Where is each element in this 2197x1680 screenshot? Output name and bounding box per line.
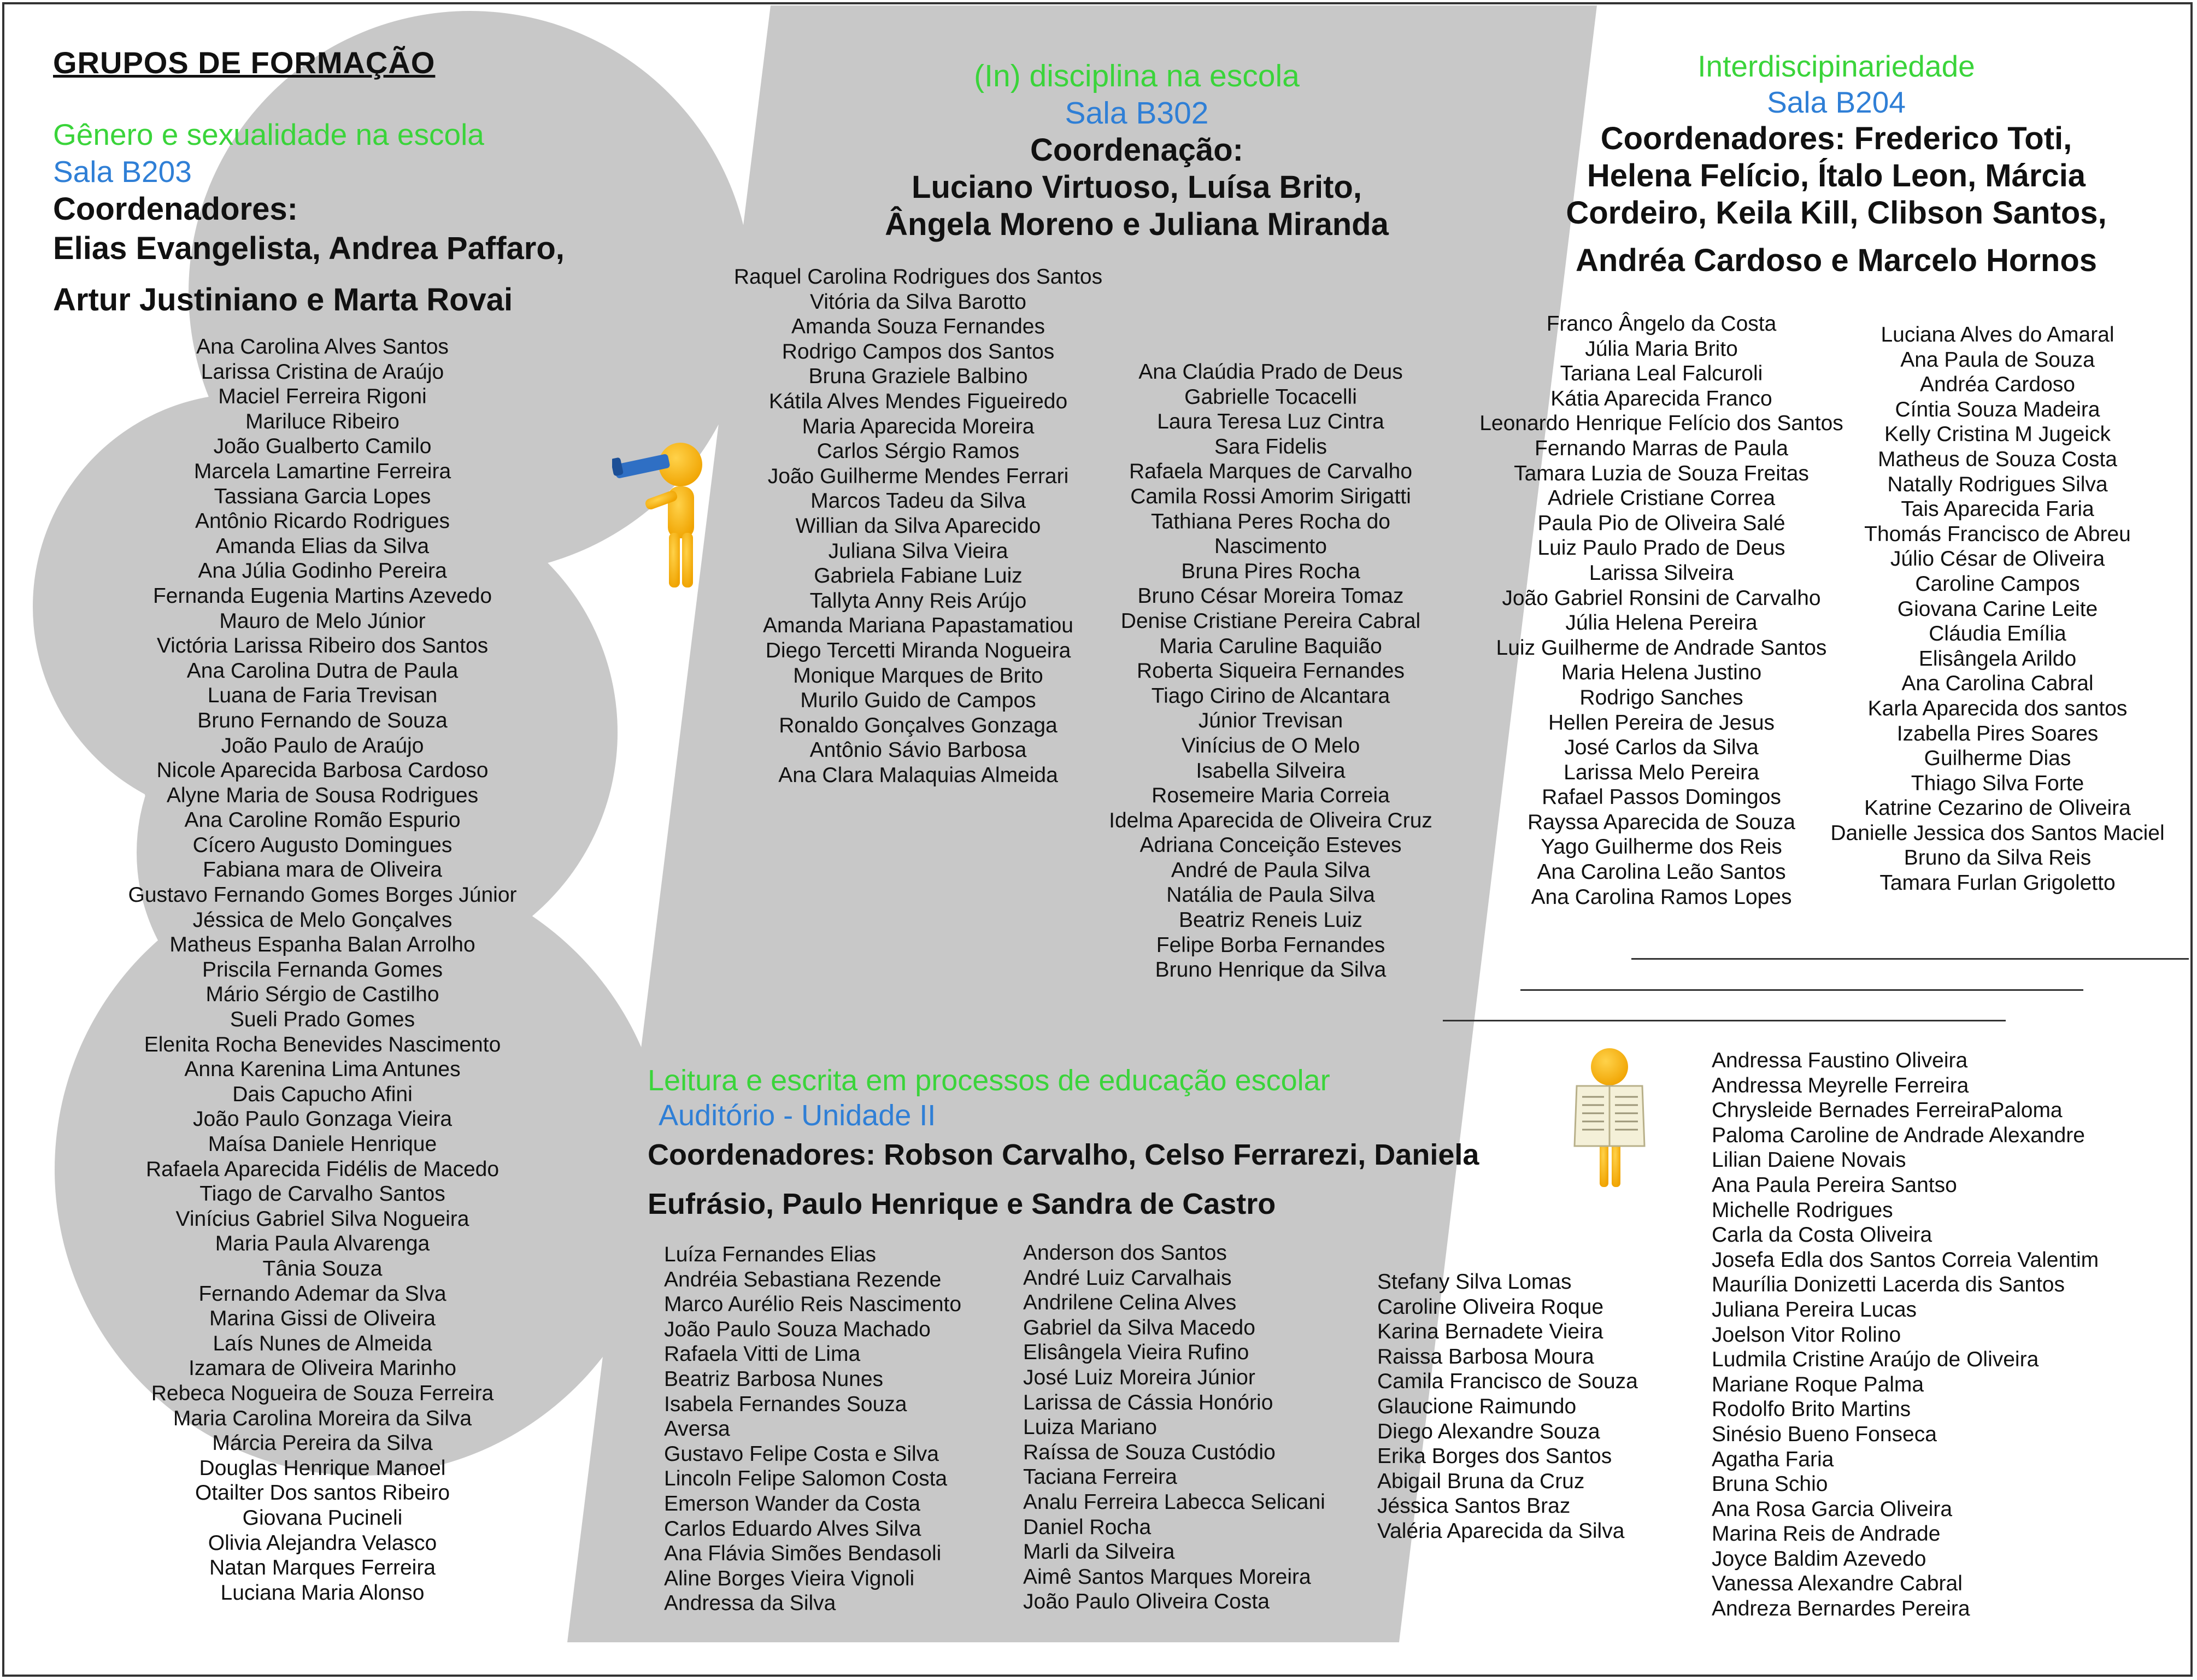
member-name: Marco Aurélio Reis Nascimento: [664, 1293, 962, 1317]
member-name: Lilian Daiene Novais: [1712, 1148, 1906, 1172]
member-name: Tais Aparecida Faria: [1901, 497, 2094, 521]
member-name: Rafaela Aparecida Fidélis de Macedo: [145, 1157, 500, 1181]
member-name: Bruno Henrique da Silva: [1155, 958, 1387, 982]
member-name: Joyce Baldim Azevedo: [1712, 1547, 1926, 1571]
member-name: Ana Rosa Garcia Oliveira: [1712, 1497, 1953, 1521]
member-name: Caroline Oliveira Roque: [1377, 1295, 1604, 1319]
members-list-interdisciplinaridade-col1: [1443, 312, 1880, 909]
member-name: Vanessa Alexandre Cabral: [1712, 1572, 1963, 1596]
member-name: Cícero Augusto Domingues: [192, 833, 453, 857]
group-room: Sala B203: [53, 155, 192, 189]
member-name: Maria Helena Justino: [1561, 661, 1762, 685]
member-name: Izabella Pires Soares: [1896, 721, 2099, 745]
member-name: Andréa Cardoso: [1919, 373, 2075, 397]
member-name: Luciana Maria Alonso: [220, 1581, 425, 1605]
member-name: Rafaela Marques de Carvalho: [1129, 460, 1413, 484]
member-name: Murilo Guido de Campos: [800, 689, 1036, 713]
member-name: Tamara Luzia de Souza Freitas: [1514, 461, 1809, 485]
member-name: Laura Teresa Luz Cintra: [1157, 410, 1384, 434]
member-name: Mauro de Melo Júnior: [219, 609, 426, 633]
member-name: Taciana Ferreira: [1023, 1465, 1177, 1489]
member-name: Alyne Maria de Sousa Rodrigues: [166, 783, 479, 807]
figure-with-spyglass-icon: [612, 437, 721, 596]
member-name: Isabella Silveira: [1196, 759, 1346, 783]
member-name: Thomás Francisco de Abreu: [1864, 522, 2131, 546]
member-name: Rebeca Nogueira de Souza Ferreira: [151, 1381, 494, 1405]
member-name: Jéssica Santos Braz: [1377, 1494, 1571, 1518]
member-name: João Gabriel Ronsini de Carvalho: [1502, 586, 1821, 610]
member-name: Nascimento: [1214, 534, 1327, 559]
member-name: Josefa Edla dos Santos Correia Valentim: [1712, 1248, 2099, 1272]
member-name: Carlos Sérgio Ramos: [816, 439, 1020, 463]
member-name: Priscila Fernanda Gomes: [202, 958, 443, 982]
member-name: Elisângela Arildo: [1918, 647, 2077, 671]
coordinators-line: Artur Justiniano e Marta Rovai: [53, 282, 513, 318]
member-name: Ana Carolina Ramos Lopes: [1531, 885, 1792, 909]
member-name: Erika Borges dos Santos: [1377, 1444, 1612, 1468]
member-name: Ana Caroline Romão Espurio: [184, 808, 461, 832]
coordinators-line: Luciano Virtuoso, Luísa Brito,: [912, 169, 1362, 205]
member-name: Emerson Wander da Costa: [664, 1491, 920, 1515]
member-name: Izamara de Oliveira Marinho: [189, 1356, 456, 1381]
member-name: Gustavo Fernando Gomes Borges Júnior: [128, 883, 517, 907]
members-list-leitura-col4: [1712, 1048, 2182, 1622]
member-name: Glaucione Raimundo: [1377, 1394, 1577, 1418]
member-name: Tathiana Peres Rocha do: [1151, 509, 1390, 533]
members-list-leitura-col2: [1023, 1241, 1373, 1614]
member-name: Sara Fidelis: [1214, 434, 1327, 459]
member-name: Júlia Maria Brito: [1585, 337, 1738, 361]
member-name: Thiago Silva Forte: [1911, 771, 2084, 795]
member-name: Jéssica de Melo Gonçalves: [192, 908, 453, 932]
member-name: Elenita Rocha Benevides Nascimento: [144, 1032, 501, 1056]
member-name: Maciel Ferreira Rigoni: [218, 385, 427, 409]
member-name: Ana Paula de Souza: [1900, 348, 2095, 372]
member-name: Rosemeire Maria Correia: [1152, 784, 1390, 808]
coordinators-line: Cordeiro, Keila Kill, Clibson Santos,: [1566, 195, 2107, 231]
member-name: Ana Flávia Simões Bendasoli: [664, 1542, 942, 1566]
member-name: Rafael Passos Domingos: [1542, 785, 1781, 809]
member-name: Mário Sérgio de Castilho: [205, 983, 439, 1007]
group-genero: [53, 116, 682, 326]
group-name: (In) disciplina na escola: [974, 58, 1300, 93]
member-name: Monique Marques de Brito: [793, 663, 1043, 688]
member-name: Andressa Meyrelle Ferreira: [1712, 1073, 1969, 1097]
member-name: Amanda Elias da Silva: [215, 534, 430, 558]
member-name: Ana Claúdia Prado de Deus: [1138, 360, 1403, 384]
member-name: Rafaela Vitti de Lima: [664, 1342, 861, 1366]
member-name: Bruno Fernando de Souza: [197, 708, 448, 732]
coordinators-line: Andréa Cardoso e Marcelo Hornos: [1576, 243, 2097, 278]
group-room: Sala B302: [1065, 96, 1209, 131]
coordinators-line: Ângela Moreno e Juliana Miranda: [885, 207, 1389, 242]
member-name: Raíssa de Souza Custódio: [1023, 1440, 1276, 1464]
member-name: Beatriz Reneis Luiz: [1179, 908, 1362, 932]
member-name: Marina Gissi de Oliveira: [209, 1307, 436, 1331]
member-name: Guilherme Dias: [1924, 747, 2071, 771]
member-name: Denise Cristiane Pereira Cabral: [1120, 609, 1421, 633]
figure-reading-newspaper-icon: [1571, 1045, 1648, 1193]
member-name: Rayssa Aparecida de Souza: [1528, 810, 1795, 834]
member-name: André Luiz Carvalhais: [1023, 1266, 1232, 1290]
member-name: Juliana Pereira Lucas: [1712, 1297, 1917, 1321]
member-name: Gustavo Felipe Costa e Silva: [664, 1442, 939, 1466]
member-name: Andressa Faustino Oliveira: [1712, 1049, 1968, 1072]
member-name: Antônio Sávio Barbosa: [809, 738, 1027, 762]
member-name: Paula Pio de Oliveira Salé: [1537, 511, 1785, 535]
member-name: Natália de Paula Silva: [1166, 883, 1375, 907]
member-name: Marina Reis de Andrade: [1712, 1522, 1941, 1546]
coordinators-line: Helena Felício, Ítalo Leon, Márcia: [1587, 158, 2086, 193]
member-name: Fabiana mara de Oliveira: [203, 858, 442, 882]
member-name: Raquel Carolina Rodrigues dos Santos: [733, 265, 1103, 289]
coordinators-line: Coordenadores: Frederico Toti,: [1600, 121, 2072, 156]
member-name: João Paulo Oliveira Costa: [1023, 1590, 1270, 1614]
member-name: Bruna Pires Rocha: [1181, 559, 1360, 583]
member-name: Raissa Barbosa Moura: [1377, 1344, 1594, 1368]
coordinators-line: Elias Evangelista, Andrea Paffaro,: [53, 231, 565, 266]
member-name: Hellen Pereira de Jesus: [1548, 710, 1775, 735]
member-name: Tassiana Garcia Lopes: [214, 484, 431, 508]
member-name: Diego Tercetti Miranda Nogueira: [765, 638, 1071, 662]
member-name: Sinésio Bueno Fonseca: [1712, 1422, 1937, 1446]
member-name: Sueli Prado Gomes: [230, 1008, 415, 1032]
member-name: Aversa: [664, 1417, 730, 1441]
member-name: Kelly Cristina M Jugeick: [1884, 422, 2111, 447]
member-name: Maurília Donizetti Lacerda dis Santos: [1712, 1273, 2065, 1297]
divider-line: [1520, 989, 2083, 991]
member-name: Kátia Aparecida Franco: [1550, 386, 1772, 410]
member-name: Giovana Pucineli: [242, 1506, 403, 1530]
member-name: Roberta Siqueira Fernandes: [1137, 659, 1405, 683]
member-name: Ana Clara Malaquias Almeida: [778, 763, 1058, 787]
member-name: Mariluce Ribeiro: [245, 409, 400, 433]
member-name: Marcos Tadeu da Silva: [810, 489, 1026, 513]
member-name: Tiago Cirino de Alcantara: [1151, 684, 1390, 708]
member-name: Valéria Aparecida da Silva: [1377, 1519, 1625, 1543]
member-name: Vinícius Gabriel Silva Nogueira: [175, 1207, 469, 1231]
member-name: Maria Caruline Baquião: [1159, 634, 1382, 658]
member-name: Kátila Alves Mendes Figueiredo: [768, 389, 1068, 413]
member-name: Larissa Melo Pereira: [1564, 760, 1759, 784]
member-name: Dais Capucho Afini: [232, 1082, 413, 1106]
member-name: Leonardo Henrique Felício dos Santos: [1479, 412, 1843, 436]
member-name: Luiz Paulo Prado de Deus: [1537, 536, 1785, 560]
member-name: Tiago de Carvalho Santos: [199, 1182, 445, 1206]
member-name: Fernando Marras de Paula: [1535, 436, 1788, 460]
member-name: Tamara Furlan Grigoletto: [1879, 871, 2116, 895]
member-name: Marcela Lamartine Ferreira: [193, 459, 451, 483]
coord-label: Coordenadores:: [53, 191, 298, 227]
member-name: Adriana Conceição Esteves: [1139, 833, 1402, 857]
member-name: Juliana Silva Vieira: [828, 539, 1008, 563]
page-title: GRUPOS DE FORMAÇÃO: [53, 45, 436, 80]
member-name: Tânia Souza: [262, 1256, 383, 1280]
member-name: Agatha Faria: [1712, 1447, 1834, 1471]
member-name: Cláudia Emília: [1929, 622, 2066, 646]
member-name: Joelson Vitor Rolino: [1712, 1323, 1901, 1347]
member-name: João Paulo Souza Machado: [664, 1317, 931, 1341]
member-name: Victória Larissa Ribeiro dos Santos: [156, 634, 489, 658]
member-name: Fernando Ademar da Slva: [198, 1282, 447, 1306]
member-name: Maria Carolina Moreira da Silva: [173, 1406, 472, 1430]
member-name: José Luiz Moreira Júnior: [1023, 1365, 1255, 1389]
member-name: Maria Paula Alvarenga: [215, 1232, 430, 1256]
member-name: Bruno César Moreira Tomaz: [1137, 584, 1404, 608]
member-name: Elisângela Vieira Rufino: [1023, 1341, 1249, 1365]
member-name: João Gualberto Camilo: [213, 434, 432, 459]
members-list-interdisciplinaridade-col2: [1820, 322, 2175, 896]
member-name: Tariana Leal Falcuroli: [1560, 362, 1763, 386]
member-name: Beatriz Barbosa Nunes: [664, 1367, 884, 1391]
member-name: Lincoln Felipe Salomon Costa: [664, 1467, 948, 1491]
member-name: Analu Ferreira Labecca Selicani: [1023, 1490, 1325, 1514]
member-name: Bruno da Silva Reis: [1904, 846, 2092, 870]
member-name: Andréia Sebastiana Rezende: [664, 1267, 942, 1291]
member-name: Carla da Costa Oliveira: [1712, 1223, 1932, 1247]
member-name: Ana Carolina Dutra de Paula: [186, 659, 459, 683]
member-name: Isabela Fernandes Souza: [664, 1392, 907, 1416]
member-name: Ronaldo Gonçalves Gonzaga: [779, 713, 1058, 737]
members-list-genero: [104, 334, 541, 1605]
member-name: Katrine Cezarino de Oliveira: [1864, 796, 2131, 820]
member-name: Carlos Eduardo Alves Silva: [664, 1517, 921, 1541]
member-name: Luana de Faria Trevisan: [207, 684, 438, 708]
member-name: Rodrigo Campos dos Santos: [782, 339, 1055, 363]
member-name: André de Paula Silva: [1171, 858, 1371, 882]
member-name: Ludmila Cristine Araújo de Oliveira: [1712, 1348, 2039, 1372]
group-room: Auditório - Unidade II: [659, 1099, 936, 1132]
member-name: Anderson dos Santos: [1023, 1241, 1227, 1265]
member-name: Bruna Schio: [1712, 1472, 1828, 1496]
coordinators-line: Coordenadores: Robson Carvalho, Celso Ferrarezi, Daniela: [648, 1138, 1479, 1171]
member-name: Stefany Silva Lomas: [1377, 1270, 1572, 1294]
member-name: Tallyta Anny Reis Arújo: [809, 589, 1027, 613]
member-name: Gabrielle Tocacelli: [1184, 385, 1357, 409]
members-list-indisciplina-col2: [1071, 360, 1470, 983]
member-name: Gabriela Fabiane Luiz: [814, 564, 1023, 588]
member-name: Maria Aparecida Moreira: [802, 414, 1035, 438]
member-name: Amanda Mariana Papastamatiou: [763, 614, 1073, 638]
member-name: Luíza Fernandes Elias: [664, 1243, 877, 1266]
divider-line: [1631, 958, 2189, 960]
member-name: Larissa de Cássia Honório: [1023, 1390, 1273, 1414]
member-name: Ana Júlia Godinho Pereira: [198, 559, 447, 583]
member-name: João Paulo de Araújo: [221, 733, 424, 757]
member-name: Yago Guilherme dos Reis: [1541, 835, 1782, 859]
member-name: José Carlos da Silva: [1564, 736, 1759, 760]
members-list-leitura-col3: [1377, 1270, 1672, 1544]
member-name: Ana Carolina Leão Santos: [1537, 860, 1786, 884]
member-name: Chrysleide Bernades FerreiraPaloma: [1712, 1099, 2063, 1123]
member-name: Giovana Carine Leite: [1897, 597, 2098, 621]
member-name: Karla Aparecida dos santos: [1867, 696, 2128, 720]
member-name: Douglas Henrique Manoel: [199, 1456, 446, 1480]
member-name: Matheus de Souza Costa: [1878, 447, 2117, 471]
member-name: Camila Francisco de Souza: [1377, 1370, 1638, 1394]
member-name: Matheus Espanha Balan Arrolho: [169, 933, 475, 957]
member-name: Karina Bernadete Vieira: [1377, 1320, 1603, 1344]
member-name: Natan Marques Ferreira: [209, 1556, 436, 1580]
member-name: Anna Karenina Lima Antunes: [184, 1058, 461, 1082]
member-name: Diego Alexandre Souza: [1377, 1419, 1600, 1443]
member-name: Aimê Santos Marques Moreira: [1023, 1565, 1311, 1589]
member-name: Bruna Graziele Balbino: [808, 365, 1028, 389]
member-name: Luciana Alves do Amaral: [1881, 323, 2114, 346]
member-name: Andreza Bernardes Pereira: [1712, 1597, 1970, 1621]
member-name: Júnior Trevisan: [1198, 709, 1343, 733]
member-name: Willian da Silva Aparecido: [795, 514, 1041, 538]
member-name: Camila Rossi Amorim Sirigatti: [1130, 484, 1411, 508]
group-indisciplina: [809, 57, 1465, 243]
group-name: Gênero e sexualidade na escola: [53, 118, 484, 151]
member-name: Andressa da Silva: [664, 1591, 836, 1616]
group-name: Interdiscipinariedade: [1697, 49, 1975, 83]
member-name: Júlio César de Oliveira: [1890, 547, 2105, 571]
member-name: Aline Borges Vieira Vignoli: [664, 1566, 915, 1590]
member-name: Maísa Daniele Henrique: [208, 1132, 437, 1156]
member-name: Cíntia Souza Madeira: [1895, 397, 2100, 421]
member-name: Adriele Cristiane Correa: [1547, 486, 1776, 510]
member-name: Paloma Caroline de Andrade Alexandre: [1712, 1123, 2085, 1147]
member-name: Ana Carolina Cabral: [1901, 672, 2094, 696]
member-name: Laís Nunes de Almeida: [213, 1331, 432, 1355]
member-name: Andrilene Celina Alves: [1023, 1291, 1237, 1315]
member-name: Natally Rodrigues Silva: [1887, 472, 2108, 496]
member-name: Márcia Pereira da Silva: [212, 1431, 433, 1455]
member-name: Nicole Aparecida Barbosa Cardoso: [156, 759, 489, 783]
member-name: Júlia Helena Pereira: [1565, 611, 1758, 635]
member-name: Danielle Jessica dos Santos Maciel: [1830, 821, 2165, 845]
member-name: Otailter Dos santos Ribeiro: [195, 1481, 450, 1505]
member-name: Daniel Rocha: [1023, 1515, 1152, 1539]
member-name: Luiz Guilherme de Andrade Santos: [1496, 636, 1827, 660]
member-name: Fernanda Eugenia Martins Azevedo: [152, 584, 492, 608]
member-name: Caroline Campos: [1915, 572, 2080, 596]
member-name: Franco Ângelo da Costa: [1546, 312, 1777, 336]
member-name: Vinícius de O Melo: [1181, 733, 1360, 757]
divider-line: [1443, 1020, 2006, 1021]
group-leitura-escrita: [648, 1063, 1522, 1231]
member-name: Larissa Cristina de Araújo: [201, 360, 444, 384]
member-name: Marli da Silveira: [1023, 1540, 1175, 1564]
member-name: Mariane Roque Palma: [1712, 1372, 1924, 1396]
member-name: Michelle Rodrigues: [1712, 1198, 1893, 1222]
group-name: Leitura e escrita em processos de educação escolar: [648, 1064, 1330, 1097]
member-name: Antônio Ricardo Rodrigues: [195, 509, 450, 533]
coordinators-line: Eufrásio, Paulo Henrique e Sandra de Castro: [648, 1188, 1276, 1220]
member-name: Rodrigo Sanches: [1579, 685, 1743, 709]
member-name: Amanda Souza Fernandes: [791, 315, 1045, 339]
member-name: Rodolfo Brito Martins: [1712, 1397, 1911, 1421]
member-name: Abigail Bruna da Cruz: [1377, 1469, 1585, 1493]
member-name: João Paulo Gonzaga Vieira: [192, 1107, 453, 1131]
member-name: Idelma Aparecida de Oliveira Cruz: [1109, 808, 1432, 832]
member-name: Ana Paula Pereira Santso: [1712, 1173, 1957, 1197]
member-name: Gabriel da Silva Macedo: [1023, 1315, 1255, 1340]
members-list-leitura-col1: [664, 1242, 1014, 1616]
member-name: Luiza Mariano: [1023, 1415, 1157, 1440]
member-name: Ana Carolina Alves Santos: [196, 335, 449, 359]
member-name: Larissa Silveira: [1589, 561, 1734, 585]
member-name: João Guilherme Mendes Ferrari: [767, 464, 1069, 488]
member-name: Vitória da Silva Barotto: [810, 290, 1026, 314]
coord-label: Coordenação:: [1030, 132, 1243, 168]
group-interdisciplinaridade: [1497, 48, 2175, 284]
member-name: Olivia Alejandra Velasco: [208, 1531, 437, 1555]
member-name: Felipe Borba Fernandes: [1156, 933, 1385, 957]
group-room: Sala B204: [1767, 85, 1906, 119]
